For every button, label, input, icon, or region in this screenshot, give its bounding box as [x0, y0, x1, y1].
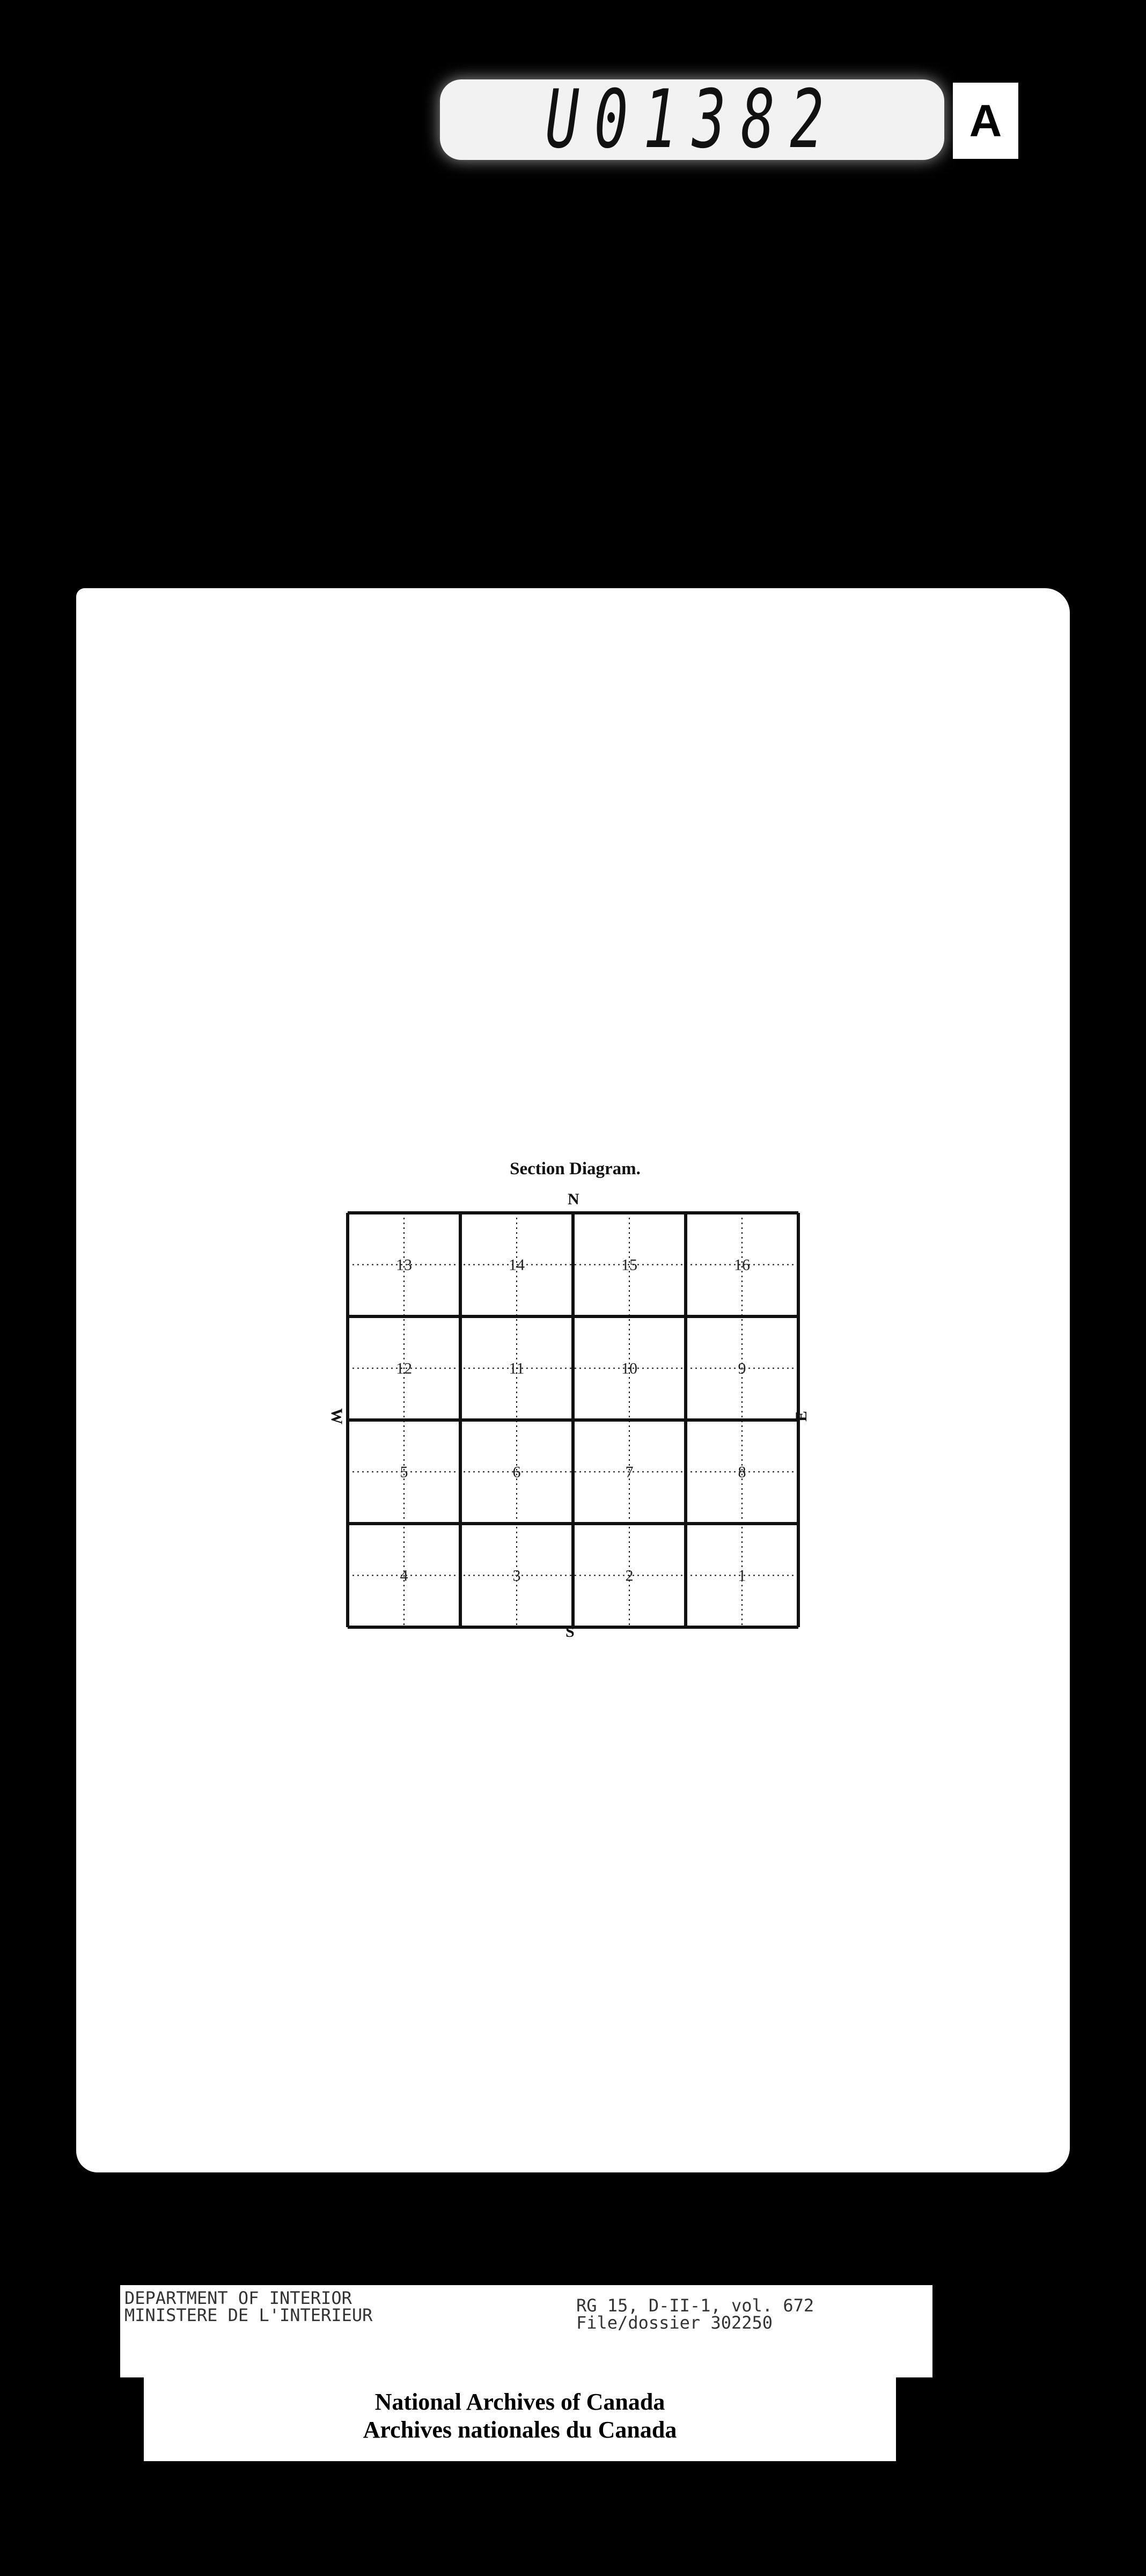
- section-number: 13: [396, 1256, 412, 1274]
- section-number: 3: [512, 1567, 521, 1585]
- section-number: 9: [738, 1359, 746, 1378]
- section-number: 14: [509, 1256, 525, 1274]
- section-number: 5: [400, 1463, 408, 1481]
- section-grid: [343, 1209, 803, 1631]
- reel-number: U01382: [545, 73, 839, 166]
- section-number: 16: [734, 1256, 750, 1274]
- department-fr: MINISTERE DE L'INTERIEUR: [124, 2305, 373, 2325]
- section-number: 2: [625, 1567, 634, 1585]
- section-number: 11: [509, 1359, 525, 1378]
- section-number: 4: [400, 1567, 408, 1585]
- compass-north: N: [568, 1190, 579, 1208]
- section-number: 7: [625, 1463, 634, 1481]
- section-number: 1: [738, 1567, 746, 1585]
- institution-fr: Archives nationales du Canada: [363, 2417, 677, 2443]
- section-number: 8: [738, 1463, 746, 1481]
- department-en: DEPARTMENT OF INTERIOR: [124, 2288, 352, 2308]
- compass-south: S: [565, 1623, 575, 1641]
- section-number: 6: [512, 1463, 521, 1481]
- reel-number-banner: [440, 73, 944, 166]
- section-number: 12: [396, 1359, 412, 1378]
- archive-reference: RG 15, D-II-1, vol. 672: [576, 2295, 814, 2316]
- diagram-title: Section Diagram.: [510, 1159, 641, 1179]
- archive-file-number: File/dossier 302250: [576, 2312, 773, 2333]
- section-number: 15: [621, 1256, 637, 1274]
- section-number: 10: [621, 1359, 637, 1378]
- compass-east: E: [792, 1410, 811, 1422]
- institution-label: [144, 2376, 896, 2461]
- archive-reference-label: [120, 2285, 932, 2377]
- frame-letter: A: [953, 83, 1018, 159]
- institution-en: National Archives of Canada: [374, 2389, 665, 2415]
- compass-west: W: [328, 1408, 346, 1424]
